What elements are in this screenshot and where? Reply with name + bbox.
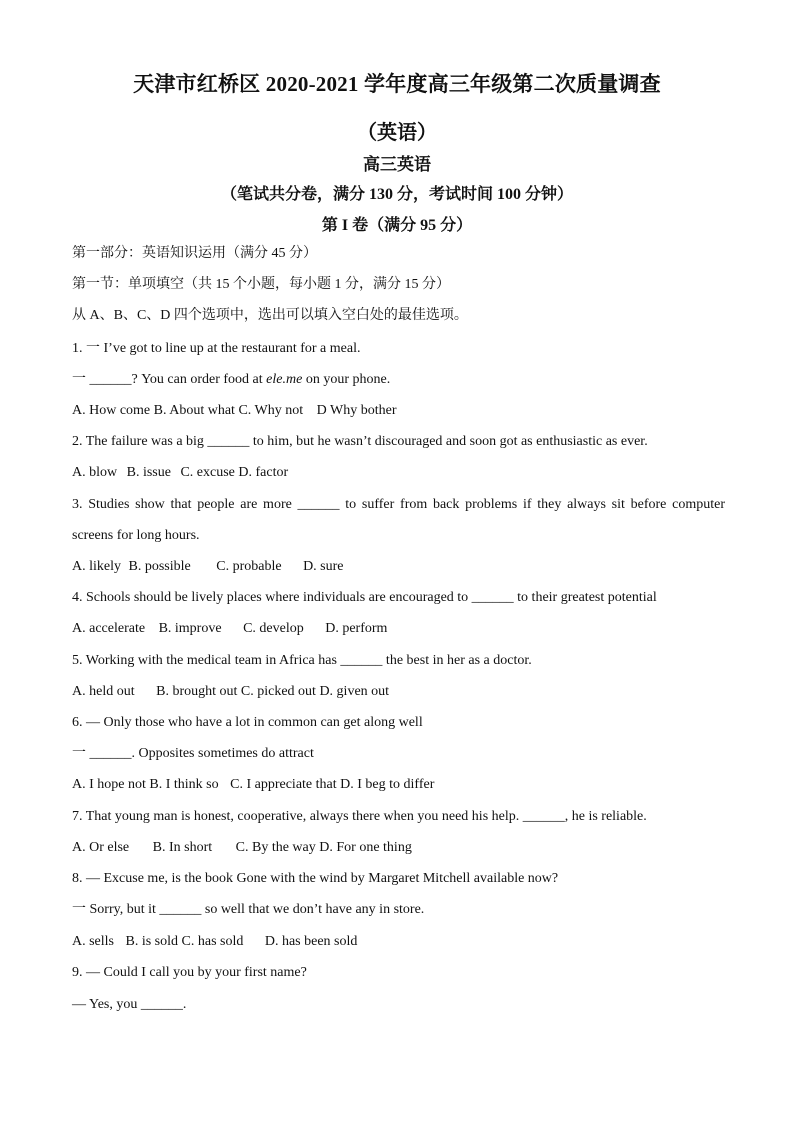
option-c[interactable]: C. Why not bbox=[238, 403, 304, 418]
question-3-options bbox=[72, 558, 344, 576]
question-3-stem-line-2: screens for long hours. bbox=[72, 528, 200, 543]
option-d[interactable]: D. sure bbox=[303, 559, 344, 574]
option-b[interactable]: B. I think so bbox=[149, 777, 219, 792]
option-d[interactable]: D. For one thing bbox=[319, 840, 412, 855]
option-c[interactable]: C. I appreciate that bbox=[230, 777, 337, 792]
option-a[interactable]: A. Or else bbox=[72, 840, 130, 855]
question-3-stem-line-1: 3. Studies show that people are more ______ to suffer from back problems if they always sit before computer bbox=[72, 497, 725, 512]
option-c[interactable]: C. excuse bbox=[180, 465, 235, 480]
option-c[interactable]: C. develop bbox=[243, 621, 304, 636]
option-b[interactable]: B. improve bbox=[158, 621, 222, 636]
question-5-options bbox=[72, 683, 389, 701]
exam-info: （笔试共分卷，满分 130 分，考试时间 100 分钟） bbox=[220, 186, 573, 203]
option-d[interactable]: D. factor bbox=[238, 465, 289, 480]
option-b[interactable]: B. brought out bbox=[156, 684, 238, 699]
option-a[interactable]: A. held out bbox=[72, 684, 135, 699]
option-a[interactable]: A. How come bbox=[72, 403, 151, 418]
question-7-stem: 7. That young man is honest, cooperative, always there when you need his help. ______, he is reliable. bbox=[72, 809, 647, 824]
option-d[interactable]: D. I beg to differ bbox=[340, 777, 435, 792]
option-a[interactable]: A. sells bbox=[72, 934, 114, 949]
option-a[interactable]: A. I hope not bbox=[72, 777, 146, 792]
question-2-stem: 2. The failure was a big ______ to him, but he wasn’t discouraged and soon got as enthusiastic as ever. bbox=[72, 434, 648, 449]
option-b[interactable]: B. In short bbox=[152, 840, 213, 855]
question-4-stem: 4. Schools should be lively places where individuals are encouraged to ______ to their greatest potential bbox=[72, 590, 657, 605]
question-9-line-1: 9. — Could I call you by your first name? bbox=[72, 965, 307, 980]
question-1-text-pre: 一 ______? You can order food at bbox=[72, 372, 267, 387]
option-d[interactable]: D. has been sold bbox=[264, 934, 358, 949]
option-a[interactable]: A. likely bbox=[72, 559, 121, 574]
question-6-line-1: 6. — Only those who have a lot in common can get along well bbox=[72, 715, 423, 730]
option-a[interactable]: A. blow bbox=[72, 465, 118, 480]
instruction-text: 从 A、B、C、D 四个选项中，选出可以填入空白处的最佳选项。 bbox=[72, 308, 468, 323]
option-b[interactable]: B. About what bbox=[153, 403, 235, 418]
exam-subject: （英语） bbox=[357, 122, 437, 144]
question-8-line-1: 8. — Excuse me, is the book Gone with the wind by Margaret Mitchell available now? bbox=[72, 871, 559, 886]
question-8-line-2: 一 Sorry, but it ______ so well that we don’t have any in store. bbox=[72, 902, 425, 917]
option-c[interactable]: C. By the way bbox=[235, 840, 316, 855]
option-b[interactable]: B. possible bbox=[128, 559, 191, 574]
question-1-app-name: ele.me bbox=[266, 372, 303, 387]
question-6-options bbox=[72, 776, 434, 794]
option-b[interactable]: B. issue bbox=[126, 465, 171, 480]
question-1-text-post: on your phone. bbox=[302, 372, 391, 387]
question-1-line-1: 1. 一 I’ve got to line up at the restaurant for a meal. bbox=[72, 341, 361, 356]
option-d[interactable]: D. perform bbox=[325, 621, 388, 636]
question-6-line-2: 一 ______. Opposites sometimes do attract bbox=[72, 746, 314, 761]
question-4-options bbox=[72, 620, 387, 638]
option-a[interactable]: A. accelerate bbox=[72, 621, 146, 636]
part-heading: 第一部分：英语知识运用（满分 45 分） bbox=[72, 246, 317, 261]
option-c[interactable]: C. has sold bbox=[181, 934, 244, 949]
option-b[interactable]: B. is sold bbox=[125, 934, 179, 949]
question-5-stem: 5. Working with the medical team in Africa has ______ the best in her as a doctor. bbox=[72, 653, 532, 668]
question-7-options bbox=[72, 839, 412, 857]
question-8-options bbox=[72, 933, 357, 951]
option-c[interactable]: C. probable bbox=[216, 559, 282, 574]
grade-subject: 高三英语 bbox=[363, 155, 431, 174]
question-1-options bbox=[72, 402, 396, 420]
section-heading: 第一节：单项填空（共 15 个小题，每小题 1 分，满分 15 分） bbox=[72, 277, 450, 292]
option-d[interactable]: D Why bother bbox=[316, 403, 397, 418]
question-9-line-2: — Yes, you ______. bbox=[72, 997, 187, 1012]
option-d[interactable]: D. given out bbox=[319, 684, 390, 699]
option-c[interactable]: C. picked out bbox=[240, 684, 316, 699]
volume-heading: 第 I 卷（满分 95 分） bbox=[321, 217, 473, 234]
exam-title: 天津市红桥区 2020-2021 学年度高三年级第二次质量调查 bbox=[133, 72, 661, 96]
question-1-line-2 bbox=[72, 371, 390, 389]
question-2-options bbox=[72, 464, 288, 482]
